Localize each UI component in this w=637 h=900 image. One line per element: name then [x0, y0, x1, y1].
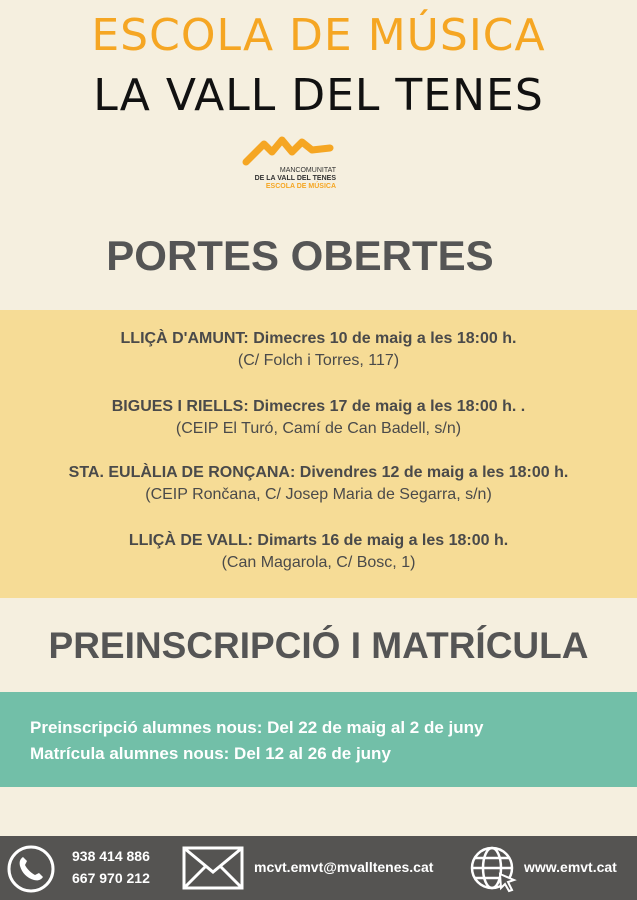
enrolment-band	[0, 692, 637, 787]
contact-footer	[0, 836, 637, 900]
mancomunitat-logo	[236, 134, 336, 196]
phone-icon	[6, 844, 56, 894]
logo-mark-icon	[242, 134, 334, 166]
open-day-date: LLIÇÀ DE VALL: Dimarts 16 de maig a les 18:00 h.	[128, 532, 509, 549]
logo-text-line2: DE LA VALL DEL TENES	[254, 175, 336, 182]
phone-number-1[interactable]: 938 414 886	[72, 848, 150, 864]
globe-icon	[468, 844, 520, 896]
enrolment-dates: Matrícula alumnes nous: Del 12 al 26 de juny	[30, 744, 391, 763]
preinscription-dates: Preinscripció alumnes nous: Del 22 de maig al 2 de juny	[30, 718, 484, 737]
open-day-address: (CEIP El Turó, Camí de Can Badell, s/n)	[175, 420, 462, 437]
open-days-band	[0, 310, 637, 598]
preinscripcio-heading: PREINSCRIPCIÓ I MATRÍCULA	[48, 625, 589, 666]
open-day-date: STA. EULÀLIA DE RONÇANA: Divendres 12 de maig a les 18:00 h.	[68, 464, 569, 481]
open-day-date: LLIÇÀ D'AMUNT: Dimecres 10 de maig a les 18:00 h.	[120, 330, 517, 347]
open-day-address: (Can Magarola, C/ Bosc, 1)	[221, 554, 416, 571]
open-day-entry	[0, 462, 637, 506]
website-link[interactable]: www.emvt.cat	[524, 859, 617, 875]
open-day-entry	[0, 328, 637, 372]
open-day-address: (C/ Folch i Torres, 117)	[237, 352, 400, 369]
logo-text-line3: ESCOLA DE MÚSICA	[265, 183, 336, 190]
open-day-date: BIGUES I RIELLS: Dimecres 17 de maig a les 18:00 h. .	[111, 398, 526, 415]
open-day-entry	[0, 396, 637, 440]
open-day-entry	[0, 530, 637, 574]
email-link[interactable]: mcvt.emvt@mvalltenes.cat	[254, 859, 434, 875]
open-day-address: (CEIP Rončana, C/ Josep Maria de Segarra, s/n)	[145, 486, 492, 503]
portes-obertes-heading: PORTES OBERTES	[106, 232, 494, 279]
school-subtitle: LA VALL DEL TENES	[93, 70, 544, 121]
phone-number-2[interactable]: 667 970 212	[72, 870, 150, 886]
envelope-icon	[182, 846, 244, 890]
logo-text-line1: MANCOMUNITAT	[279, 167, 336, 174]
school-title: ESCOLA DE MÚSICA	[91, 10, 546, 61]
